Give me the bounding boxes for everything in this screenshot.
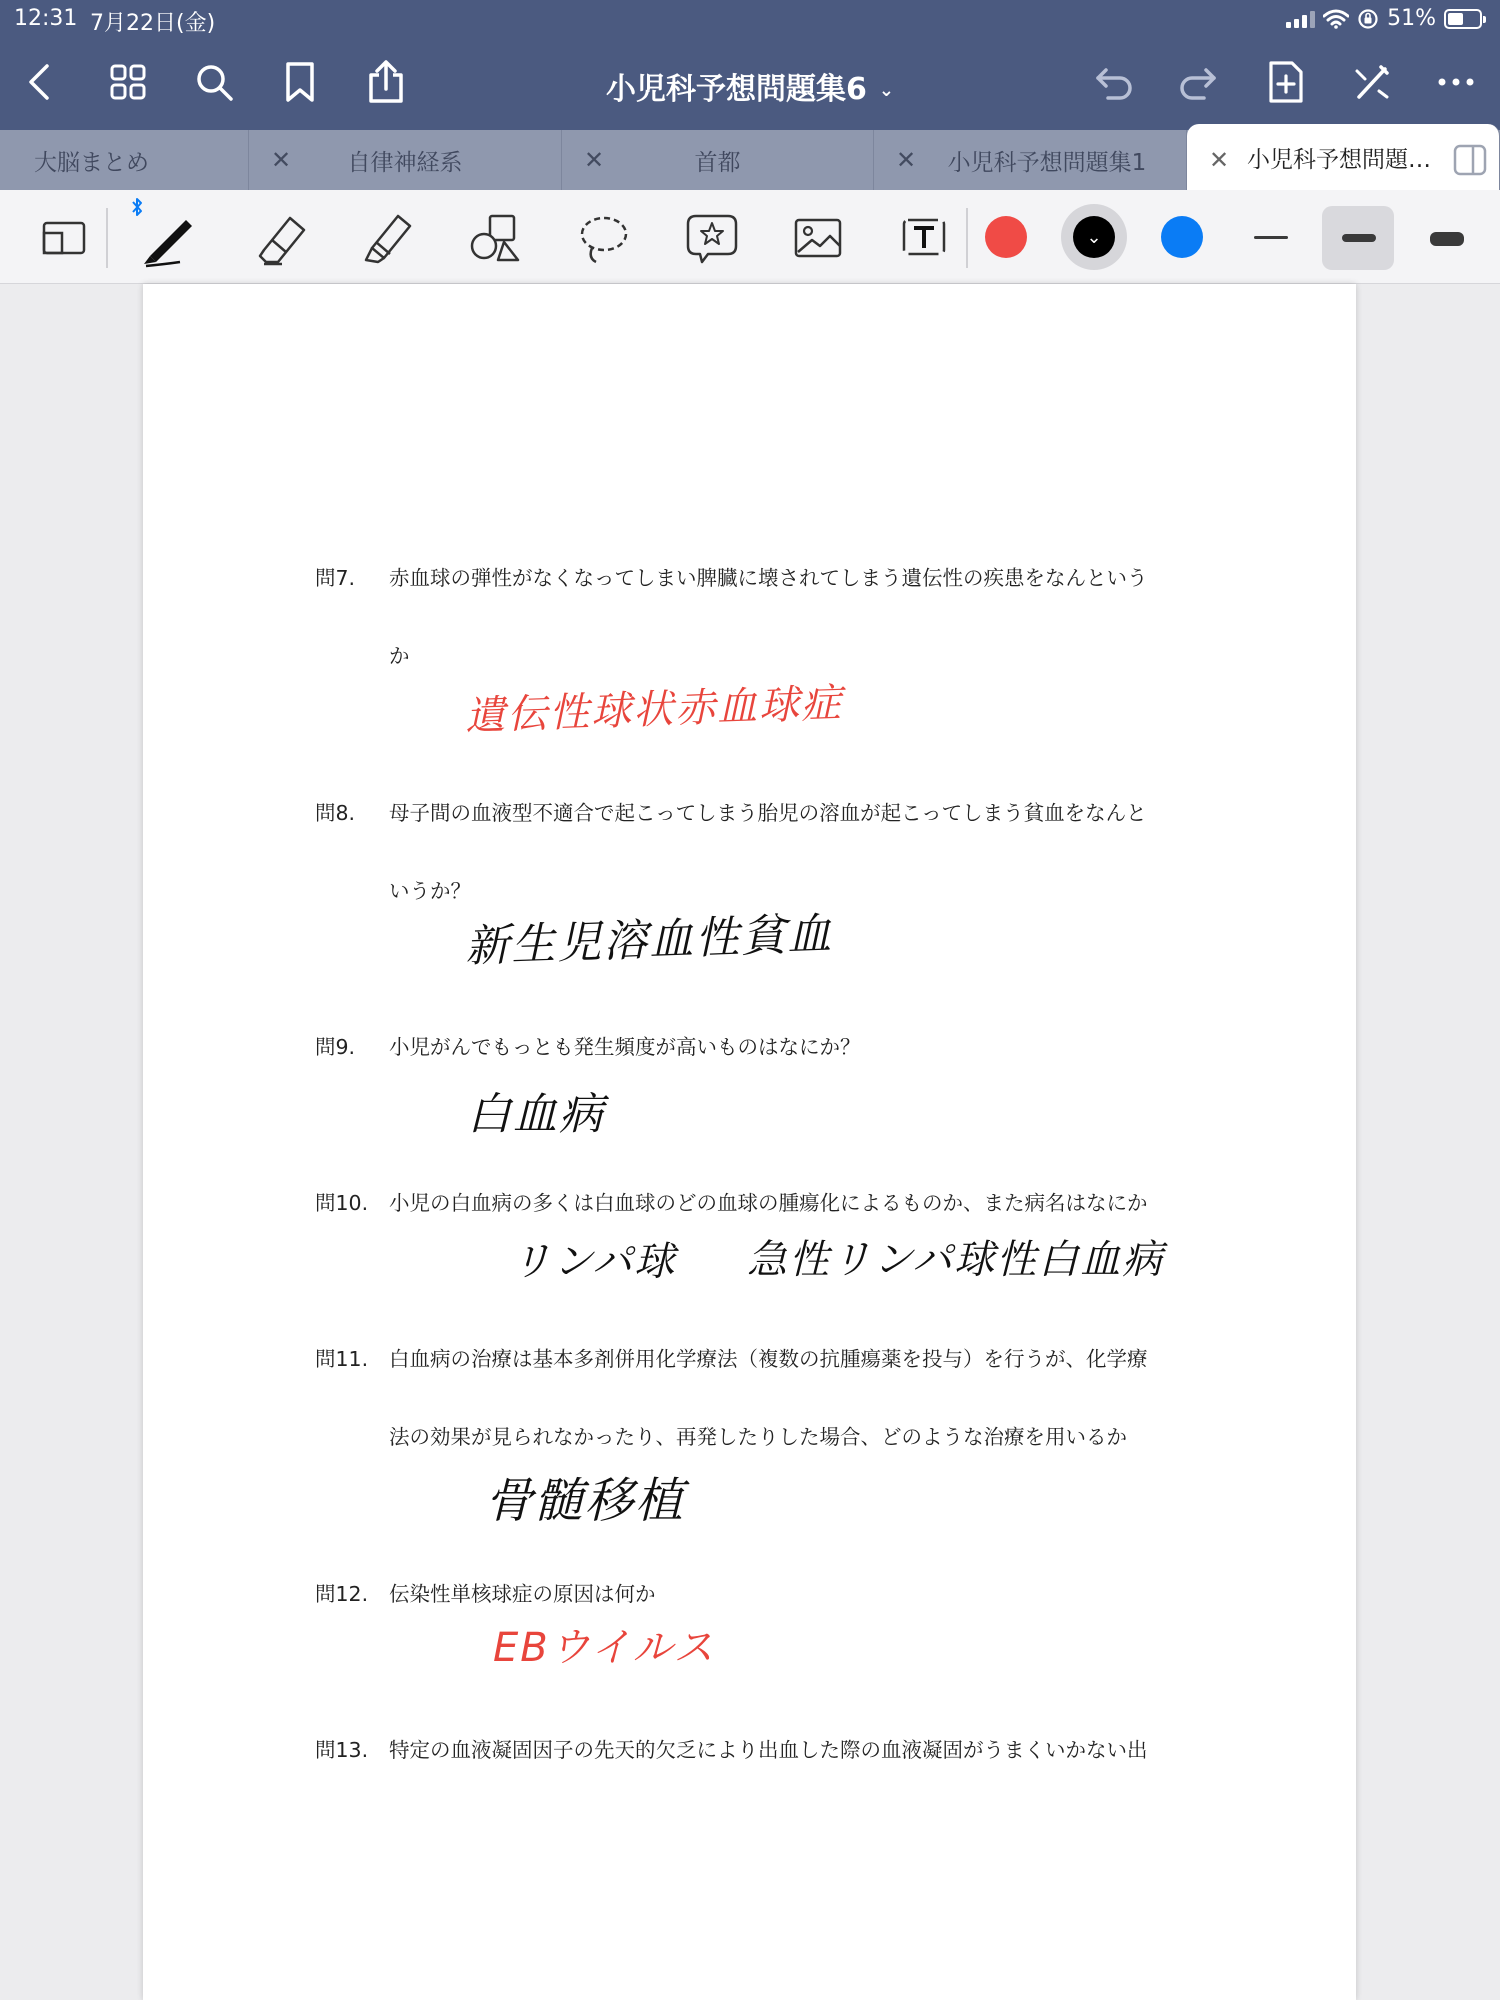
tab-3[interactable]	[562, 130, 874, 190]
lasso-icon	[574, 208, 634, 268]
question-number: 問13.	[315, 1738, 369, 1762]
undo-icon	[1092, 62, 1136, 102]
status-right	[1286, 6, 1482, 31]
tab-bar	[0, 130, 1500, 190]
handwritten-answer: 新生児溶血性貧血	[464, 908, 834, 973]
cellular-signal-icon	[1286, 10, 1315, 28]
handwritten-answer: 遺伝性球状赤血球症	[464, 680, 844, 740]
back-button[interactable]	[12, 54, 68, 110]
sticker-tool[interactable]	[674, 200, 750, 276]
search-icon	[193, 61, 235, 103]
handwritten-answer-2: 急性リンパ球性白血病	[747, 1237, 1165, 1283]
sticker-icon	[680, 208, 744, 268]
text-tool[interactable]	[886, 200, 962, 276]
share-button[interactable]	[358, 54, 414, 110]
lasso-tool[interactable]	[566, 200, 642, 276]
question-number: 問11.	[315, 1347, 369, 1371]
document-page[interactable]	[143, 284, 1356, 2000]
undo-button[interactable]	[1086, 54, 1142, 110]
question-text: 小児がんでもっとも発生頻度が高いものはなにか？	[389, 1035, 861, 1059]
toolbar-divider	[106, 208, 108, 268]
chevron-left-icon	[25, 62, 55, 102]
image-icon	[788, 208, 848, 268]
handwritten-answer: リンパ球	[511, 1239, 677, 1285]
split-view-button[interactable]	[1452, 142, 1488, 182]
fountain-pen-icon	[136, 206, 200, 270]
nav-row	[0, 50, 1500, 116]
redo-icon	[1176, 62, 1220, 102]
question-number: 問7.	[315, 566, 356, 590]
question-text: 母子間の血液型不適合で起こってしまう胎児の溶血が起こってしまう貧血をなんと	[389, 801, 1147, 825]
pencil-scribble-icon	[1351, 61, 1393, 103]
top-bar	[0, 0, 1500, 130]
close-tab-icon[interactable]: ✕	[1209, 146, 1230, 174]
add-page-icon	[1266, 59, 1306, 105]
question-text: か	[389, 644, 410, 668]
color-swatch-red[interactable]	[985, 216, 1027, 258]
question-text: 特定の血液凝固因子の先天的欠乏により出血した際の血液凝固がうまくいかない出	[389, 1738, 1148, 1762]
toolbar-divider	[966, 208, 968, 268]
image-tool[interactable]	[780, 200, 856, 276]
question-text: 赤血球の弾性がなくなってしまい脾臓に壊されてしまう遺伝性の疾患をなんという	[389, 566, 1148, 590]
width-medium-button[interactable]	[1330, 206, 1388, 270]
document-title-text: 小児科予想問題集6	[606, 72, 867, 107]
question-text: 小児の白血病の多くは白血球のどの血球の腫瘍化によるものか、また病名はなにか	[389, 1191, 1148, 1215]
close-tab-icon[interactable]: ✕	[896, 146, 917, 174]
battery-percent: 51%	[1387, 6, 1436, 31]
bookmark-button[interactable]	[272, 54, 328, 110]
battery-icon	[1444, 9, 1482, 29]
wifi-icon	[1323, 9, 1349, 29]
grid-icon	[108, 62, 148, 102]
handwritten-answer: 骨髄移植	[485, 1473, 686, 1529]
highlighter-tool[interactable]	[350, 200, 426, 276]
tab-label: 小児科予想問題…	[1247, 146, 1431, 173]
bookmark-icon	[283, 60, 317, 104]
close-tab-icon[interactable]: ✕	[271, 146, 292, 174]
search-button[interactable]	[186, 54, 242, 110]
chevron-down-icon: ⌄	[878, 80, 894, 101]
tab-label: 自律神経系	[347, 149, 463, 176]
status-date: 7月22日(金)	[90, 11, 216, 36]
color-swatch-blue[interactable]	[1161, 216, 1203, 258]
question-number: 問12.	[315, 1582, 369, 1606]
shapes-icon	[466, 208, 526, 268]
width-medium-icon	[1342, 234, 1376, 242]
pen-tool[interactable]	[130, 200, 206, 276]
tab-1[interactable]	[0, 130, 249, 190]
width-thick-icon	[1430, 232, 1464, 246]
tab-4[interactable]	[874, 130, 1187, 190]
question-text: 伝染性単核球症の原因は何か	[389, 1582, 656, 1606]
eraser-icon	[252, 208, 312, 268]
handwritten-answer: EBウイルス	[493, 1625, 716, 1671]
width-thin-button[interactable]	[1246, 206, 1294, 270]
bluetooth-icon	[130, 196, 144, 218]
status-bar	[0, 0, 1500, 38]
redo-button[interactable]	[1170, 54, 1226, 110]
tab-2[interactable]	[249, 130, 562, 190]
split-view-icon	[1452, 142, 1488, 178]
orientation-lock-icon	[1357, 8, 1379, 30]
tab-label: 首都	[694, 149, 741, 176]
question-number: 問9.	[315, 1035, 356, 1059]
question-number: 問10.	[315, 1191, 369, 1215]
zoom-window-icon	[39, 217, 89, 259]
more-button[interactable]	[1428, 54, 1484, 110]
status-time: 12:31	[14, 6, 78, 31]
width-thin-icon	[1254, 236, 1288, 239]
add-page-button[interactable]	[1258, 54, 1314, 110]
close-tab-icon[interactable]: ✕	[584, 146, 605, 174]
question-text: 法の効果が見られなかったり、再発したりした場合、どのような治療を用いるか	[389, 1425, 1127, 1449]
chevron-down-icon: ⌄	[1086, 226, 1102, 248]
more-icon	[1436, 77, 1476, 87]
highlighter-icon	[358, 208, 418, 268]
question-number: 問8.	[315, 801, 356, 825]
share-icon	[366, 59, 406, 105]
question-text: 白血病の治療は基本多剤併用化学療法（複数の抗腫瘍薬を投与）を行うが、化学療	[389, 1347, 1148, 1371]
width-thick-button[interactable]	[1418, 206, 1476, 270]
pen-mode-button[interactable]	[1344, 54, 1400, 110]
shapes-tool[interactable]	[458, 200, 534, 276]
question-text: いうか？	[389, 879, 471, 903]
drawing-toolbar	[0, 190, 1500, 284]
handwritten-answer: 白血病	[467, 1089, 605, 1140]
tab-label: 小児科予想問題集1	[947, 149, 1147, 176]
zoom-window-tool[interactable]	[26, 200, 102, 276]
color-swatch-black[interactable]	[1073, 216, 1115, 258]
eraser-tool[interactable]	[244, 200, 320, 276]
text-icon	[894, 208, 954, 268]
thumbnails-button[interactable]	[100, 54, 156, 110]
tab-label: 大脳まとめ	[34, 149, 149, 176]
